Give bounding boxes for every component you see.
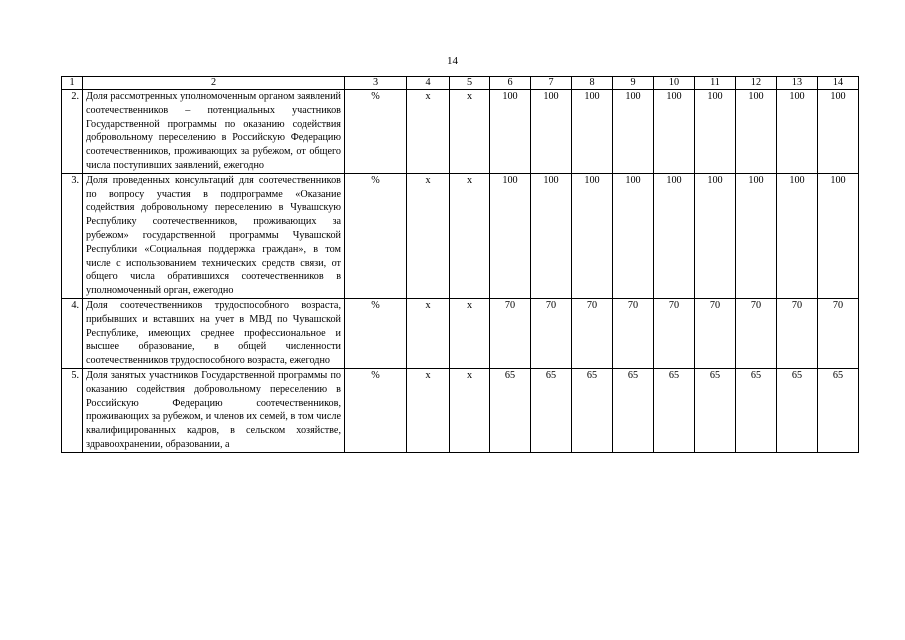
value-cell: 100 <box>695 173 736 298</box>
column-header: 2 <box>83 77 345 90</box>
indicator-description: Доля соотечественников трудоспособного возраста, прибывших и вставших на учет в МВД по Чувашской Республике, имеющих среднее профессиональное и высшее образование, в общей численности соотечественников трудоспособного возраста, ежегодно <box>83 298 345 368</box>
column-header: 9 <box>613 77 654 90</box>
value-cell: 70 <box>654 298 695 368</box>
value-cell: x <box>407 90 450 174</box>
value-cell: 65 <box>818 368 859 452</box>
column-header: 13 <box>777 77 818 90</box>
value-cell: 65 <box>695 368 736 452</box>
value-cell: x <box>407 298 450 368</box>
value-cell: 100 <box>654 90 695 174</box>
indicators-table <box>61 76 859 453</box>
indicator-description: Доля проведенных консультаций для соотечественников по вопросу участия в подпрограмме «Оказание содействия добровольному переселению в Чувашскую Республику соотечественников, проживающих за рубежом» государственной программы Чувашской Республики «Социальная поддержка граждан», в том числе с использованием технических средств связи, от общего числа обратившихся соотечественников в уполномоченный орган, ежегодно <box>83 173 345 298</box>
unit-cell: % <box>345 298 407 368</box>
unit-cell: % <box>345 173 407 298</box>
value-cell: 70 <box>613 298 654 368</box>
value-cell: 100 <box>736 90 777 174</box>
value-cell: x <box>450 173 490 298</box>
value-cell: 70 <box>490 298 531 368</box>
column-header: 8 <box>572 77 613 90</box>
value-cell: 70 <box>572 298 613 368</box>
column-header: 7 <box>531 77 572 90</box>
value-cell: 100 <box>613 173 654 298</box>
value-cell: 100 <box>613 90 654 174</box>
value-cell: 65 <box>777 368 818 452</box>
value-cell: 100 <box>490 173 531 298</box>
column-header: 4 <box>407 77 450 90</box>
value-cell: 65 <box>572 368 613 452</box>
table-header-row <box>62 77 859 90</box>
value-cell: 70 <box>736 298 777 368</box>
page-number: 14 <box>447 55 458 67</box>
value-cell: 70 <box>777 298 818 368</box>
value-cell: 65 <box>613 368 654 452</box>
indicator-description: Доля занятых участников Государственной программы по оказанию содействия добровольному переселению в Российскую Федерацию соотечественников, проживающих за рубежом, и членов их семей, в том числе квалифицированных кадров, в сельском хозяйстве, здравоохранении, образовании, а <box>83 368 345 452</box>
value-cell: 100 <box>695 90 736 174</box>
value-cell: 100 <box>531 173 572 298</box>
value-cell: 70 <box>531 298 572 368</box>
column-header: 12 <box>736 77 777 90</box>
value-cell: x <box>407 173 450 298</box>
value-cell: 100 <box>818 173 859 298</box>
column-header: 10 <box>654 77 695 90</box>
row-number: 5. <box>62 368 83 452</box>
column-header: 5 <box>450 77 490 90</box>
row-number: 2. <box>62 90 83 174</box>
value-cell: 100 <box>572 90 613 174</box>
value-cell: x <box>407 368 450 452</box>
value-cell: 100 <box>572 173 613 298</box>
value-cell: 100 <box>818 90 859 174</box>
row-number: 4. <box>62 298 83 368</box>
value-cell: 70 <box>695 298 736 368</box>
value-cell: 100 <box>654 173 695 298</box>
value-cell: 100 <box>531 90 572 174</box>
value-cell: x <box>450 298 490 368</box>
value-cell: 100 <box>777 173 818 298</box>
table-row <box>62 368 859 452</box>
table-row <box>62 90 859 174</box>
value-cell: 65 <box>531 368 572 452</box>
value-cell: 70 <box>818 298 859 368</box>
row-number: 3. <box>62 173 83 298</box>
column-header: 6 <box>490 77 531 90</box>
value-cell: 65 <box>736 368 777 452</box>
table-row <box>62 173 859 298</box>
value-cell: 100 <box>777 90 818 174</box>
value-cell: x <box>450 368 490 452</box>
column-header: 14 <box>818 77 859 90</box>
value-cell: 65 <box>654 368 695 452</box>
value-cell: 100 <box>490 90 531 174</box>
column-header: 1 <box>62 77 83 90</box>
column-header: 11 <box>695 77 736 90</box>
unit-cell: % <box>345 368 407 452</box>
value-cell: 100 <box>736 173 777 298</box>
indicator-description: Доля рассмотренных уполномоченным органом заявлений соотечественников – потенциальных участников Государственной программы по оказанию содействия добровольному переселению в Российскую Федерацию соотечественников, проживающих за рубежом, от общего числа поступивших заявлений, ежегодно <box>83 90 345 174</box>
table-row <box>62 298 859 368</box>
value-cell: 65 <box>490 368 531 452</box>
column-header: 3 <box>345 77 407 90</box>
value-cell: x <box>450 90 490 174</box>
unit-cell: % <box>345 90 407 174</box>
